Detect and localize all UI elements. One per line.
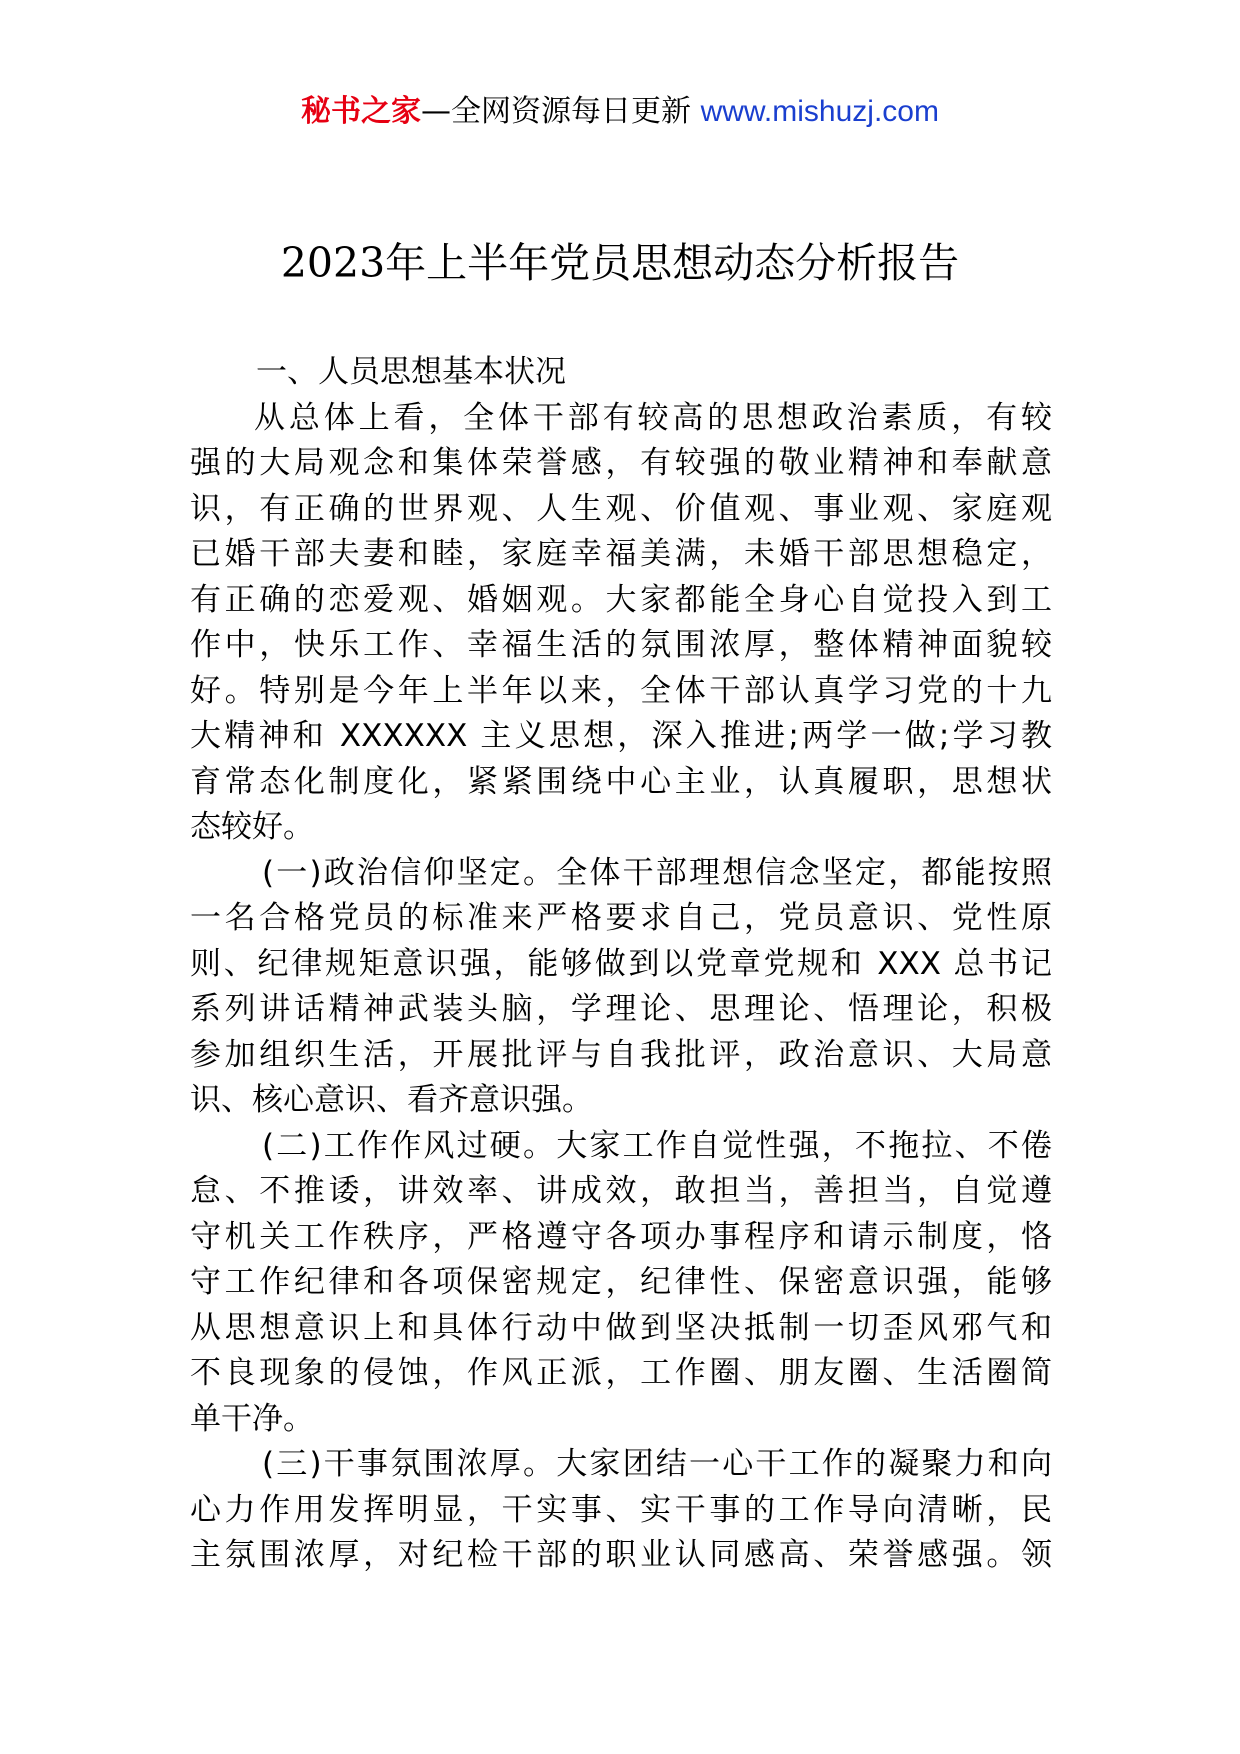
- paragraph-line: 已婚干部夫妻和睦，家庭幸福美满，未婚干部思想稳定，: [190, 536, 1052, 572]
- paragraph-line: 大精神和 XXXXXX 主义思想，深入推进;两学一做;学习教: [190, 718, 1052, 754]
- paragraph-line: 心力作用发挥明显，干实事、实干事的工作导向清晰，民: [190, 1491, 1052, 1528]
- paragraph-line: 主氛围浓厚，对纪检干部的职业认同感高、荣誉感强。领: [190, 1537, 1052, 1573]
- paragraph-line: 育常态化制度化，紧紧围绕中心主业，认真履职，思想状: [190, 763, 1052, 800]
- paragraph-atmosphere: [190, 1442, 1052, 1579]
- section-heading: 一、人员思想基本状况: [256, 354, 566, 390]
- paragraph-line: 识、核心意识、看齐意识强。: [190, 1082, 593, 1118]
- document-body: [190, 350, 1052, 1579]
- document-title: 2023年上半年党员思想动态分析报告: [280, 239, 960, 287]
- paragraph-line: 一名合格党员的标准来严格要求自己，党员意识、党性原: [190, 900, 1052, 936]
- paragraph-line: 有正确的恋爱观、婚姻观。大家都能全身心自觉投入到工: [190, 581, 1052, 618]
- paragraph-line: 识，有正确的世界观、人生观、价值观、事业观、家庭观: [190, 490, 1052, 527]
- paragraph-line: 作中，快乐工作、幸福生活的氛围浓厚，整体精神面貌较: [190, 627, 1052, 663]
- paragraph-line: 怠、不推诿，讲效率、讲成效，敢担当，善担当，自觉遵: [190, 1173, 1052, 1209]
- paragraph-line: (一)政治信仰坚定。全体干部理想信念坚定，都能按照: [262, 854, 1052, 891]
- paragraph-line: 守工作纪律和各项保密规定，纪律性、保密意识强，能够: [190, 1264, 1052, 1300]
- paragraph-line: 守机关工作秩序，严格遵守各项办事程序和请示制度，恪: [190, 1218, 1052, 1255]
- paragraph-line: 单干净。: [190, 1400, 314, 1437]
- paragraph-line: 系列讲话精神武装头脑，学理论、思理论、悟理论，积极: [190, 991, 1052, 1027]
- banner-brand: 秘书之家: [301, 94, 422, 129]
- paragraph-line: 不良现象的侵蚀，作风正派，工作圈、朋友圈、生活圈简: [190, 1355, 1052, 1391]
- paragraph-workstyle: [190, 1124, 1052, 1443]
- paragraph-line: 强的大局观念和集体荣誉感，有较强的敬业精神和奉献意: [190, 445, 1052, 481]
- paragraph-line: 从总体上看，全体干部有较高的思想政治素质，有较: [254, 399, 1052, 436]
- paragraph-political: [190, 851, 1052, 1124]
- paragraph-line: 好。特别是今年上半年以来，全体干部认真学习党的十九: [190, 672, 1052, 709]
- site-banner: [0, 92, 1240, 132]
- paragraph-line: 则、纪律规矩意识强，能够做到以党章党规和 XXX 总书记: [190, 945, 1052, 982]
- paragraph-line: (三)干事氛围浓厚。大家团结一心干工作的凝聚力和向: [262, 1446, 1052, 1482]
- paragraph-line: 从思想意识上和具体行动中做到坚决抵制一切歪风邪气和: [190, 1309, 1052, 1346]
- paragraph-line: 参加组织生活，开展批评与自我批评，政治意识、大局意: [190, 1036, 1052, 1073]
- paragraph-overview: [190, 396, 1052, 851]
- paragraph-line: 态较好。: [190, 809, 314, 845]
- banner-slogan: —全网资源每日更新: [421, 94, 701, 129]
- banner-url-link[interactable]: www.mishuzj.com: [700, 95, 939, 128]
- paragraph-line: (二)工作作风过硬。大家工作自觉性强，不拖拉、不倦: [262, 1127, 1052, 1164]
